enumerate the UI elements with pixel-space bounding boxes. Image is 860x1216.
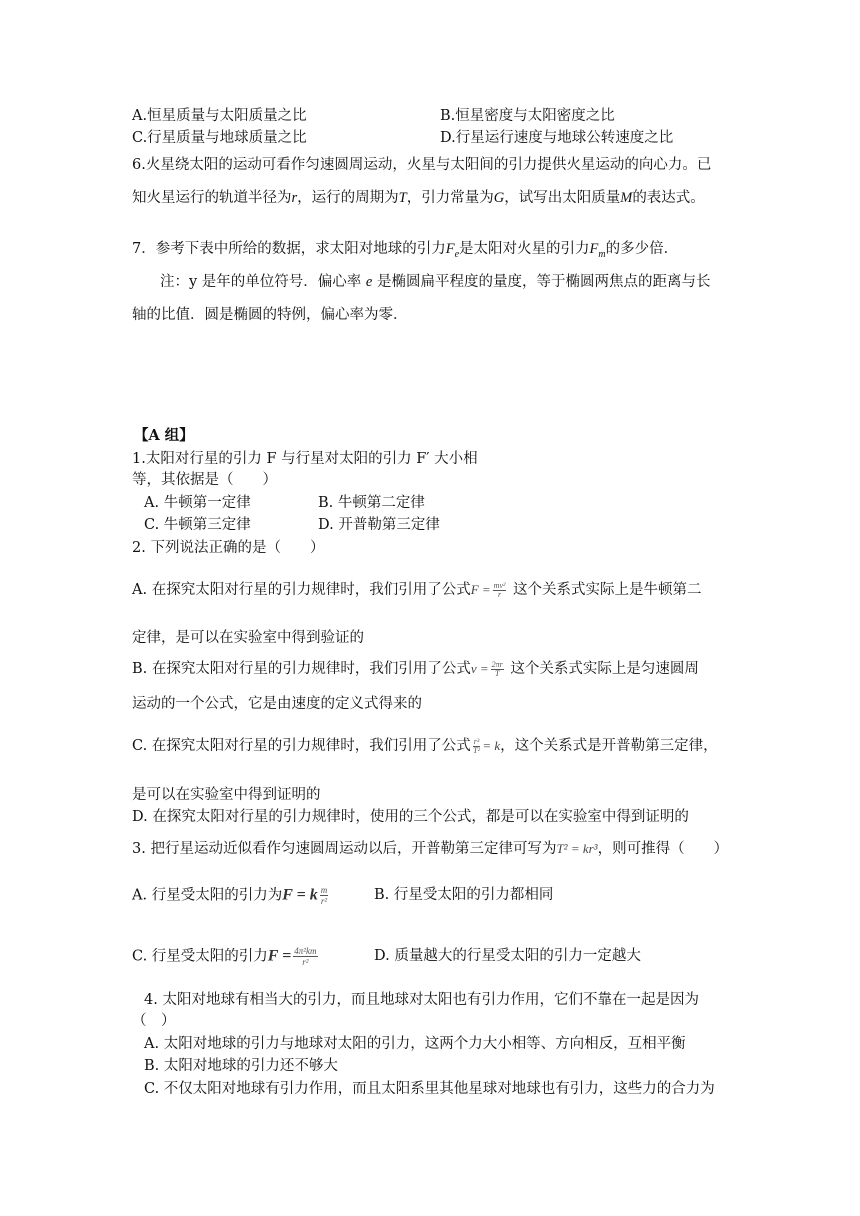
formula-f-4pi2km-r2: F = [267, 947, 292, 965]
q3-stem: 3. 把行星运动近似看作匀速圆周运动以后，开普勒第三定律可写为T² = kr³，则可推得（ ） [132, 841, 729, 857]
q2-option-c-line2: 是可以在实验室中得到证明的 [132, 787, 321, 803]
q1-line2: 等，其依据是（ ） [132, 472, 277, 488]
formula-kepler-third: T² = kr³ [556, 841, 598, 856]
q5-option-a: A.恒星质量与太阳质量之比 [132, 108, 307, 124]
q2-option-d: D. 在探究太阳对行星的引力规律时，使用的三个公式，都是可以在实验室中得到证明的 [132, 809, 689, 825]
q5-option-d: D.行星运行速度与地球公转速度之比 [440, 130, 674, 146]
q1-option-b: B. 牛顿第二定律 [318, 495, 425, 511]
q1-line1: 1.太阳对行星的引力 F 与行星对太阳的引力 F′ 大小相 [132, 451, 478, 467]
q3-option-c: C. 行星受太阳的引力F = $\frac{\text{4π²km}}{\text{r²}}$ [132, 946, 317, 967]
q2-option-a-line1: A. 在探究太阳对行星的引力规律时，我们引用了公式F = $\frac{\text{mv²}}{r}$ 这个关系式实际上是牛顿第二 [132, 580, 702, 599]
q3-option-d: D. 质量越大的行星受太阳的引力一定越大 [374, 948, 641, 964]
group-a-title: 【A 组】 [134, 427, 194, 444]
q5-option-c: C.行星质量与地球质量之比 [132, 130, 307, 146]
q1-option-d: D. 开普勒第三定律 [318, 517, 440, 533]
q3-option-a: A. 行星受太阳的引力为F = k $\frac{m}{\text{r²}}$ [132, 885, 328, 906]
q2-option-b-line2: 运动的一个公式，它是由速度的定义式得来的 [132, 696, 422, 712]
formula-f-mv2-r: F = [470, 582, 491, 597]
q1-option-a: A. 牛顿第一定律 [144, 495, 251, 511]
formula-f-km-r2: F = k [282, 886, 318, 904]
q7-note-line1: 注：y 是年的单位符号．偏心率 e 是椭圆扁平程度的量度，等于椭圆两焦点的距离与长 [160, 274, 711, 290]
q4-option-c: C. 不仅太阳对地球有引力作用，而且太阳系里其他星球对地球也有引力，这些力的合力为 [144, 1081, 715, 1097]
q4-line2: （ ） [132, 1013, 176, 1029]
q6-line2: 知火星运行的轨道半径为r，运行的周期为T，引力常量为G，试写出太阳质量M的表达式。 [132, 190, 705, 206]
q4-line1: 4. 太阳对地球有相当大的引力，而且地球对太阳也有引力作用，它们不靠在一起是因为 [144, 992, 699, 1008]
q1-option-c: C. 牛顿第三定律 [144, 517, 251, 533]
q2-stem: 2. 下列说法正确的是（ ） [132, 540, 325, 556]
formula-v-2pir-t: v = [470, 661, 489, 676]
q2-option-a-line2: 定律，是可以在实验室中得到验证的 [132, 630, 364, 646]
q2-option-c-line1: C. 在探究太阳对行星的引力规律时，我们引用了公式 $\frac{\text{r³}}{\text{T²}}$ = k，这个关系式是开普勒第三定律， [132, 736, 718, 755]
q3-option-b: B. 行星受太阳的引力都相同 [374, 887, 554, 903]
q5-option-b: B.恒星密度与太阳密度之比 [440, 108, 615, 124]
q6-line1: 6.火星绕太阳的运动可看作匀速圆周运动，火星与太阳间的引力提供火星运动的向心力。已 [132, 157, 712, 173]
q4-option-b: B. 太阳对地球的引力还不够大 [144, 1058, 338, 1074]
q2-option-b-line1: B. 在探究太阳对行星的引力规律时，我们引用了公式v = $\frac{2\pi r}{T}$ 这个关系式实际上是匀速圆周 [132, 659, 699, 678]
q7-note-line2: 轴的比值．圆是椭圆的特例，偏心率为零． [132, 307, 408, 323]
q4-option-a: A. 太阳对地球的引力与地球对太阳的引力，这两个力大小相等、方向相反，互相平衡 [144, 1036, 686, 1052]
q7-line1: 7．参考下表中所给的数据，求太阳对地球的引力$F_e$是太阳对火星的引力$F_m$的多少倍． [132, 241, 679, 260]
formula-r3-t2: $\frac{\text{r³}}{\text{T²}}$ [473, 736, 480, 755]
